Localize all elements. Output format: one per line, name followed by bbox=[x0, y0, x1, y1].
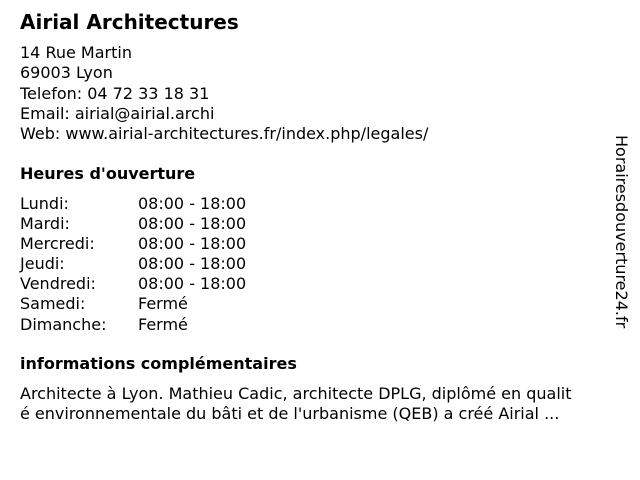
day-hours: Fermé bbox=[138, 314, 188, 334]
day-hours: 08:00 - 18:00 bbox=[138, 274, 247, 294]
day-label: Samedi: bbox=[20, 294, 86, 314]
day-hours: 08:00 - 18:00 bbox=[138, 194, 247, 213]
day-hours: Fermé bbox=[138, 294, 188, 314]
day-hours: 08:00 - 18:00 bbox=[138, 254, 247, 274]
info-heading: informations complémentaires bbox=[20, 354, 297, 373]
address-city: 69003 Lyon bbox=[20, 63, 113, 83]
email-address: Email: airial@airial.archi bbox=[20, 103, 215, 123]
description-line: Architecte à Lyon. Mathieu Cadic, architecte DPLG, diplômé en qualit bbox=[20, 384, 572, 403]
business-name: Airial Architectures bbox=[20, 10, 239, 34]
address-street: 14 Rue Martin bbox=[20, 43, 132, 62]
business-description bbox=[20, 384, 620, 425]
phone-number: Telefon: 04 72 33 18 31 bbox=[20, 83, 210, 103]
day-hours: 08:00 - 18:00 bbox=[138, 214, 247, 234]
day-label: Dimanche: bbox=[20, 314, 107, 334]
day-label: Lundi: bbox=[20, 194, 69, 213]
day-label: Mercredi: bbox=[20, 234, 95, 254]
day-label: Jeudi: bbox=[20, 254, 65, 274]
hours-heading: Heures d'ouverture bbox=[20, 164, 196, 183]
contact-block bbox=[20, 43, 428, 144]
day-label: Mardi: bbox=[20, 214, 70, 234]
site-watermark: Horairesdouverture24.fr bbox=[612, 135, 631, 329]
day-label: Vendredi: bbox=[20, 274, 96, 294]
description-line: é environnementale du bâti et de l'urbanisme (QEB) a créé Airial ... bbox=[20, 404, 560, 424]
day-hours: 08:00 - 18:00 bbox=[138, 234, 247, 254]
website-address: Web: www.airial-architectures.fr/index.php/legales/ bbox=[20, 124, 429, 144]
